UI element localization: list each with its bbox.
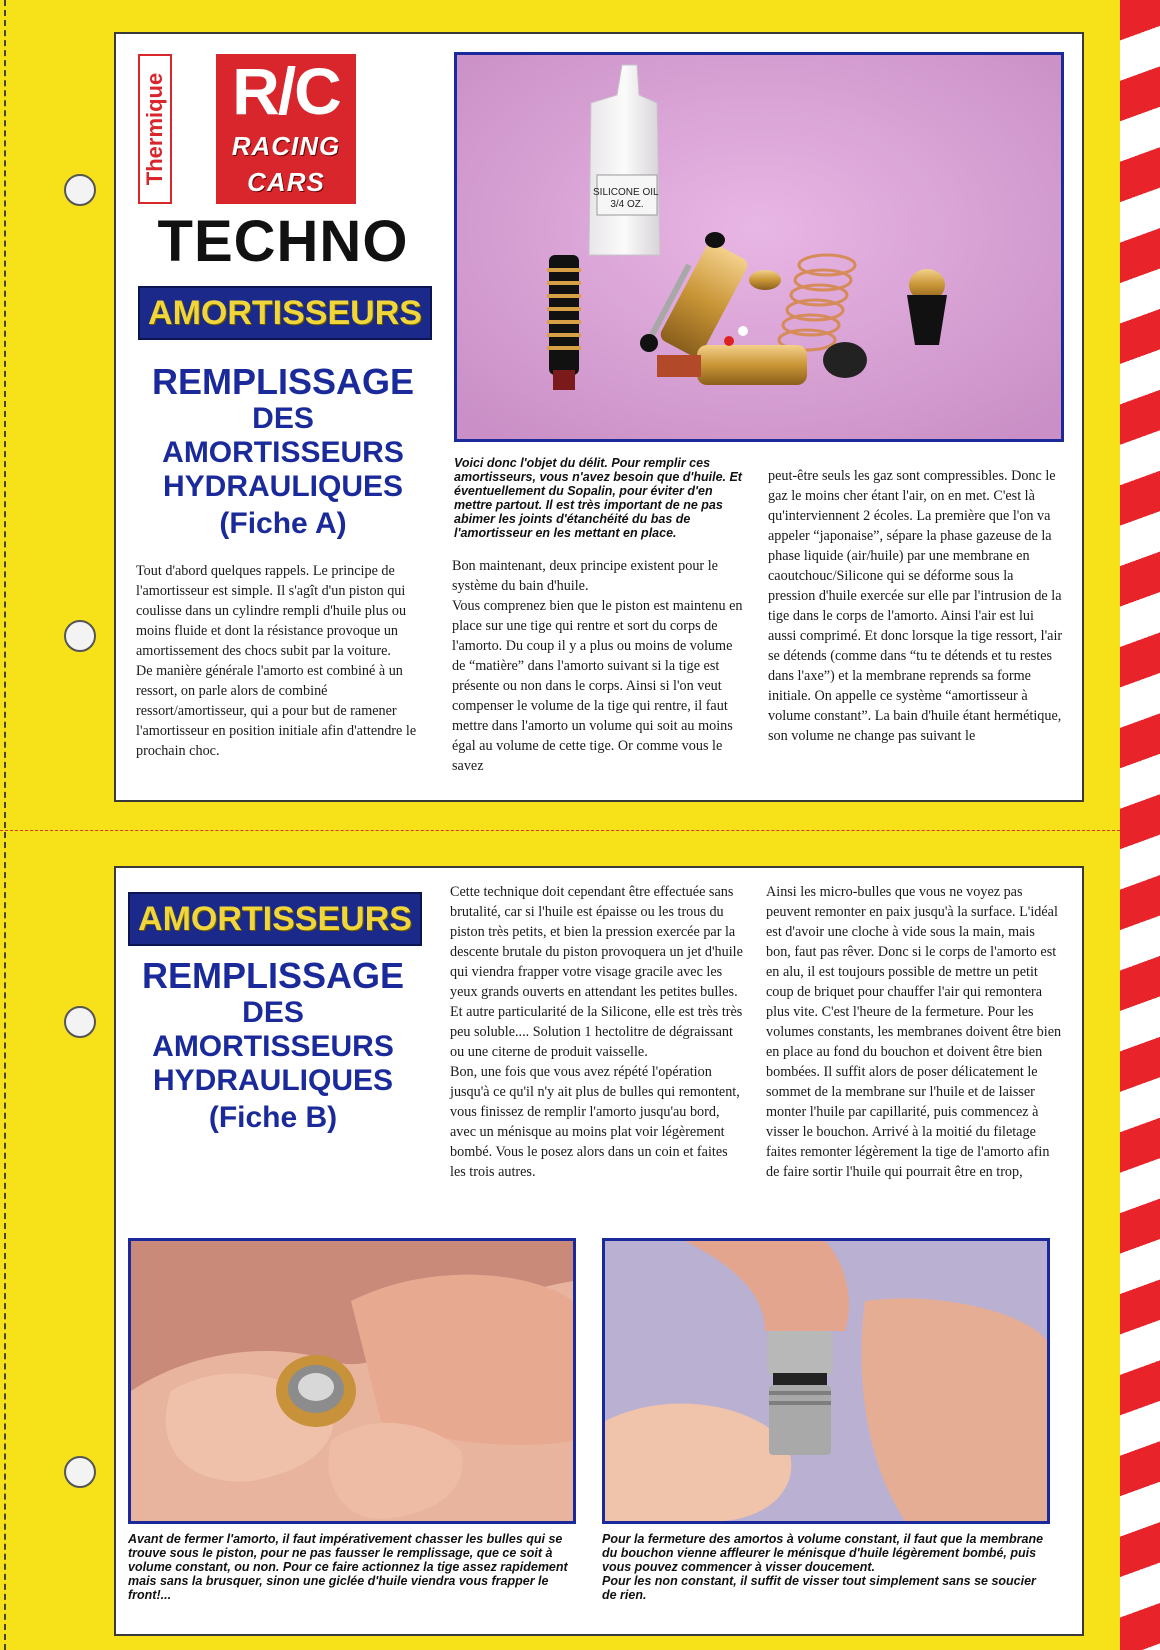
logo-rc: R/C bbox=[232, 54, 340, 128]
text-column bbox=[766, 882, 1062, 1182]
title-line: HYDRAULIQUES bbox=[152, 1064, 393, 1097]
text-column bbox=[768, 466, 1064, 746]
section-banner-label: AMORTISSEURS bbox=[148, 293, 422, 332]
section-banner bbox=[128, 892, 422, 946]
fiche-b-card bbox=[114, 866, 1084, 1636]
binder-hole bbox=[64, 1006, 96, 1038]
binder-hole bbox=[64, 1456, 96, 1488]
text-column bbox=[450, 882, 746, 1182]
title-line: REMPLISSAGE bbox=[151, 361, 415, 402]
paragraph: De manière générale l'amorto est combiné à un ressort, on parle alors de combiné ressort/amortisseur, qui a pour but de ramener l'amortisseur en position initiale afin d'attendre le prochain choc. bbox=[136, 663, 417, 759]
section-banner-label: AMORTISSEURS bbox=[138, 899, 412, 938]
text-column bbox=[452, 556, 748, 776]
title-line: HYDRAULIQUES bbox=[162, 470, 403, 503]
text-column bbox=[136, 561, 426, 761]
thermique-label: Thermique bbox=[142, 72, 167, 186]
title-line: (Fiche B) bbox=[208, 1101, 338, 1134]
title-line: DES bbox=[242, 996, 304, 1029]
paragraph: Vous comprenez bien que le piston est maintenu en place sur une tige qui rentre et sort du corps de l'amorto. Du coup il y a plus ou moins de volume de “matière” dans l'amorto suivant si la tige est présente ou non dans le corps. Ainsi si l'on veut compenser le volume de la tige qui rentre, il faut mettre dans l'amorto un volume qui soit au moins égal au volume de cette tige. Or comme vous le savez bbox=[452, 598, 743, 774]
bottle-label: SILICONE OIL 3/4 OZ. bbox=[593, 187, 659, 210]
title-line: REMPLISSAGE bbox=[141, 955, 405, 996]
logo-cars: CARS bbox=[247, 167, 325, 197]
photo-shock-parts bbox=[454, 52, 1064, 442]
paragraph: Tout d'abord quelques rappels. Le principe de l'amortisseur est simple. Il s'agît d'un piston qui coulisse dans un cylindre rempli d'huile plus ou moins fluide et dont la résistance provoque un amortissement des chocs subit par la voiture. bbox=[136, 563, 407, 659]
cut-line-horizontal bbox=[0, 830, 1120, 831]
hand-screwing-cap-illustration bbox=[605, 1241, 1047, 1521]
photo-caption: Avant de fermer l'amorto, il faut impérativement chasser les bulles qui se trouve sous le piston, pour ne pas fausser le remplissage, que ce soit à volume constant, ou non. Pour ce faire actionnez la tige assez rapidement mais sans la brusquer, sinon une giclée d'huile viendra vous frapper le front!... bbox=[128, 1532, 568, 1602]
title-line: AMORTISSEURS bbox=[162, 436, 404, 469]
photo-caption: Voici donc l'objet du délit. Pour remplir ces amortisseurs, vous n'avez besoin que d'huile. Et éventuellement du Sopalin, pour éviter d'en mettre partout. Il est très important de ne pas abimer les joints d'étanchéité du bas de l'amortisseur en les mettant en place. bbox=[454, 456, 742, 540]
paragraph: Bon, une fois que vous avez répété l'opération jusqu'à ce qu'il n'y ait plus de bulles qui remontent, vous finissez de remplir l'amorto jusqu'au bord, avec un ménisque au moins plat voir légèrement bombé. Vous le posez alors dans un coin et faites les trois autres. bbox=[450, 1064, 740, 1180]
rc-racing-cars-logo bbox=[216, 54, 356, 204]
title-line: (Fiche A) bbox=[219, 507, 347, 540]
title-line: AMORTISSEURS bbox=[152, 1030, 394, 1063]
paragraph: Cette technique doit cependant être effectuée sans brutalité, car si l'huile est épaisse ou les trous du piston très petits, et bien la pression exercée par la descente brutale du piston provoquera un jet d'huile qui viendra frapper votre visage gracile avec les yeux grands ouverts en attendant les petites bulles. Et autre particularité de la Silicone, elle est très très peu soluble.... Solution 1 hectolitre de dégraissant ou une citerne de produit vaisselle. bbox=[450, 884, 743, 1060]
techno-heading: TECHNO bbox=[157, 209, 409, 274]
section-banner bbox=[138, 286, 432, 340]
title-line: DES bbox=[252, 402, 314, 435]
paragraph: Ainsi les micro-bulles que vous ne voyez pas peuvent remonter en paix jusqu'à la surface. L'idéal est d'avoir une cloche à vide sous la main, mais bon, faut pas rêver. Donc si le corps de l'amorto est en alu, il est toujours possible de mettre un petit coup de briquet pour chauffer l'air qui remontera plus vite. C'est l'heure de la fermeture. Pour les volumes constants, les membranes doivent être bien en place au fond du bouchon et doivent être bien bombées. Il suffit alors de poser délicatement le sommet de la membrane sur l'huile et de laisser monter l'huile par capillarité, puis commencez à visser le bouchon. Arrivé à la moitié du filetage faites remonter légèrement la tige de l'amorto afin de faire sortir l'huile qui pourrait être en trop, bbox=[766, 884, 1062, 1180]
thermique-tag bbox=[138, 54, 172, 204]
photo-screwing-cap bbox=[602, 1238, 1050, 1524]
page-title bbox=[120, 956, 426, 1138]
photo-hand-shock-top bbox=[128, 1238, 576, 1524]
photo-caption: Pour la fermeture des amortos à volume constant, il faut que la membrane du bouchon vienne affleurer le ménisque d'huile légèrement bombé, puis vous pouvez commencer à visser doucement. Pour les non constant, il suffit de visser tout simplement sans se soucier de rien. bbox=[602, 1532, 1044, 1602]
binder-hole bbox=[64, 620, 96, 652]
paragraph: Bon maintenant, deux principe existent pour le système du bain d'huile. bbox=[452, 558, 718, 594]
decorative-stripe-band bbox=[1120, 0, 1160, 1650]
hand-holding-shock-illustration bbox=[131, 1241, 573, 1521]
logo-racing: RACING bbox=[231, 131, 341, 161]
shock-parts-illustration bbox=[457, 55, 1061, 439]
fiche-a-card bbox=[114, 32, 1084, 802]
paragraph: peut-être seuls les gaz sont compressibles. Donc le gaz le moins cher étant l'air, on en met. C'est là qu'interviennent 2 écoles. La première que l'on va appeler “japonaise”, sépare la phase gazeuse de la phase liquide (air/huile) par une membrane en caoutchouc/Silicone qui se déforme sous la pression d'huile exercée sur elle par l'intrusion de la tige dans le corps de l'amorto. Ainsi l'air est lui aussi comprimé. Et donc lorsque la tige ressort, l'air se détends (comme dans “tu te détends et tu restes dans l'axe”) et la membrane reprends sa forme initiale. On appelle ce système “amortisseur à volume constant”. La bain d'huile étant hermétique, son volume ne change pas suivant le bbox=[768, 468, 1063, 744]
page-title bbox=[130, 362, 436, 544]
cut-line-vertical bbox=[4, 0, 6, 1650]
binder-hole bbox=[64, 174, 96, 206]
